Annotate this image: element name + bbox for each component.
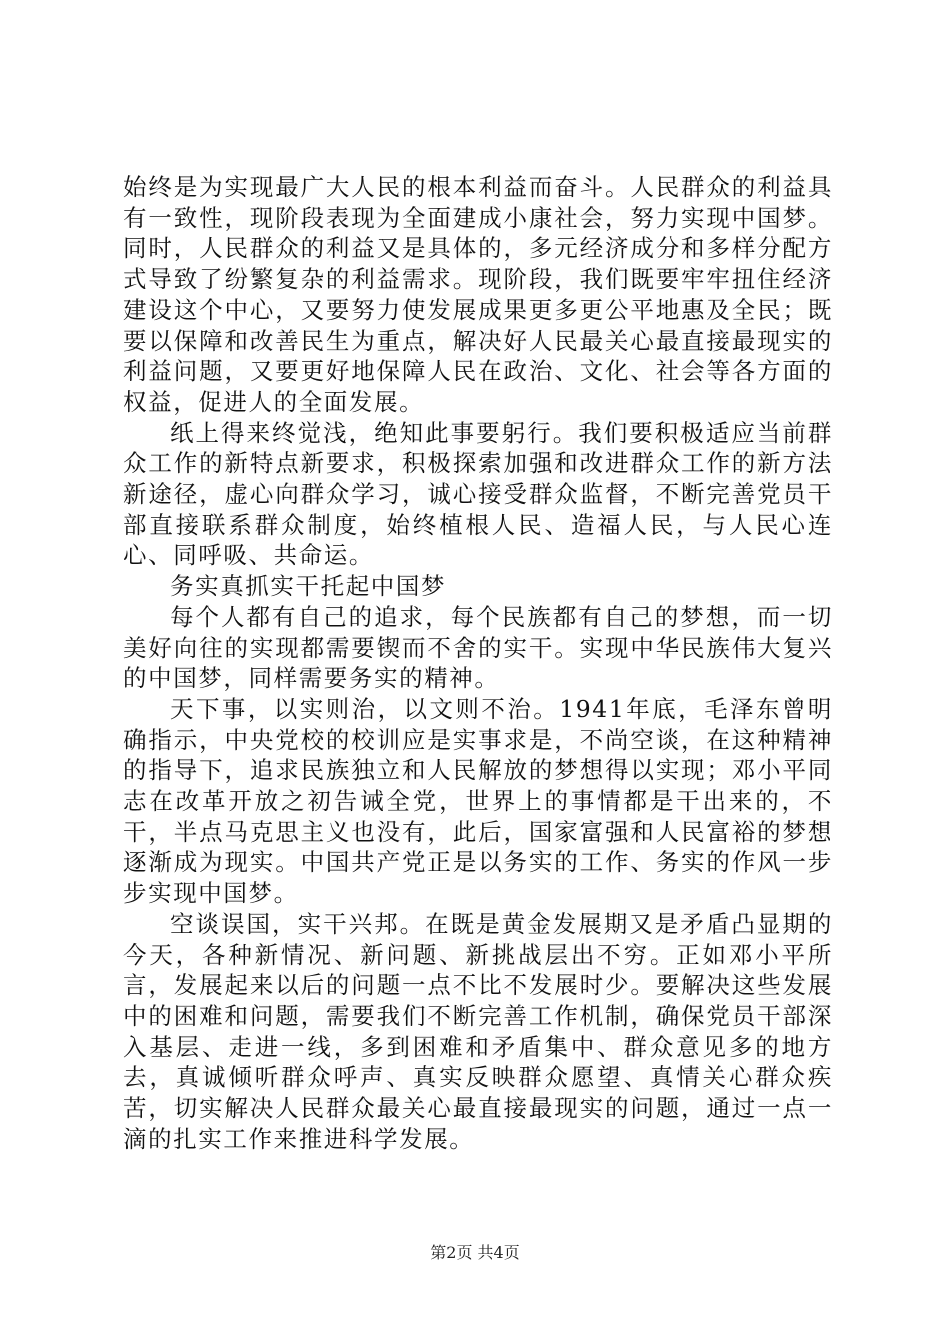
page-number-footer: 第2页 共4页 xyxy=(430,1243,520,1262)
paragraph-1: 始终是为实现最广大人民的根本利益而奋斗。人民群众的利益具有一致性，现阶段表现为全面建成小康社会，努力实现中国梦。同时，人民群众的利益又是具体的，多元经济成分和多样分配方式导致了纷繁复杂的利益需求。现阶段，我们既要牢牢扭住经济建设这个中心，又要努力使发展成果更多更公平地惠及全民；既要以保障和改善民生为重点，解决好人民最关心最直接最现实的利益问题，又要更好地保障人民在政治、文化、社会等各方面的权益，促进人的全面发展。 xyxy=(123,173,833,416)
paragraph-2: 纸上得来终觉浅，绝知此事要躬行。我们要积极适应当前群众工作的新特点新要求，积极探索加强和改进群众工作的新方法新途径，虚心向群众学习，诚心接受群众监督，不断完善党员干部直接联系群众制度，始终植根人民、造福人民，与人民心连心、同呼吸、共命运。 xyxy=(123,418,833,570)
paragraph-5: 空谈误国，实干兴邦。在既是黄金发展期又是矛盾凸显期的今天，各种新情况、新问题、新挑战层出不穷。正如邓小平所言，发展起来以后的问题一点不比不发展时少。要解决这些发展中的困难和问题，需要我们不断完善工作机制，确保党员干部深入基层、走进一线，多到困难和矛盾集中、群众意见多的地方去，真诚倾听群众呼声、真实反映群众愿望、真情关心群众疾苦，切实解决人民群众最关心最直接最现实的问题，通过一点一滴的扎实工作来推进科学发展。 xyxy=(123,909,833,1153)
paragraph-4: 天下事，以实则治，以文则不治。1941年底，毛泽东曾明确指示，中央党校的校训应是实事求是，不尚空谈，在这种精神的指导下，追求民族独立和人民解放的梦想得以实现；邓小平同志在改革开放之初告诫全党，世界上的事情都是干出来的，不干，半点马克思主义也没有，此后，国家富强和人民富裕的梦想逐渐成为现实。中国共产党正是以务实的工作、务实的作风一步步实现中国梦。 xyxy=(123,694,833,908)
paragraph-3: 每个人都有自己的追求，每个民族都有自己的梦想，而一切美好向往的实现都需要锲而不舍的实干。实现中华民族伟大复兴的中国梦，同样需要务实的精神。 xyxy=(123,602,833,693)
section-heading: 务实真抓实干托起中国梦 xyxy=(170,572,447,601)
document-body xyxy=(123,172,833,1155)
